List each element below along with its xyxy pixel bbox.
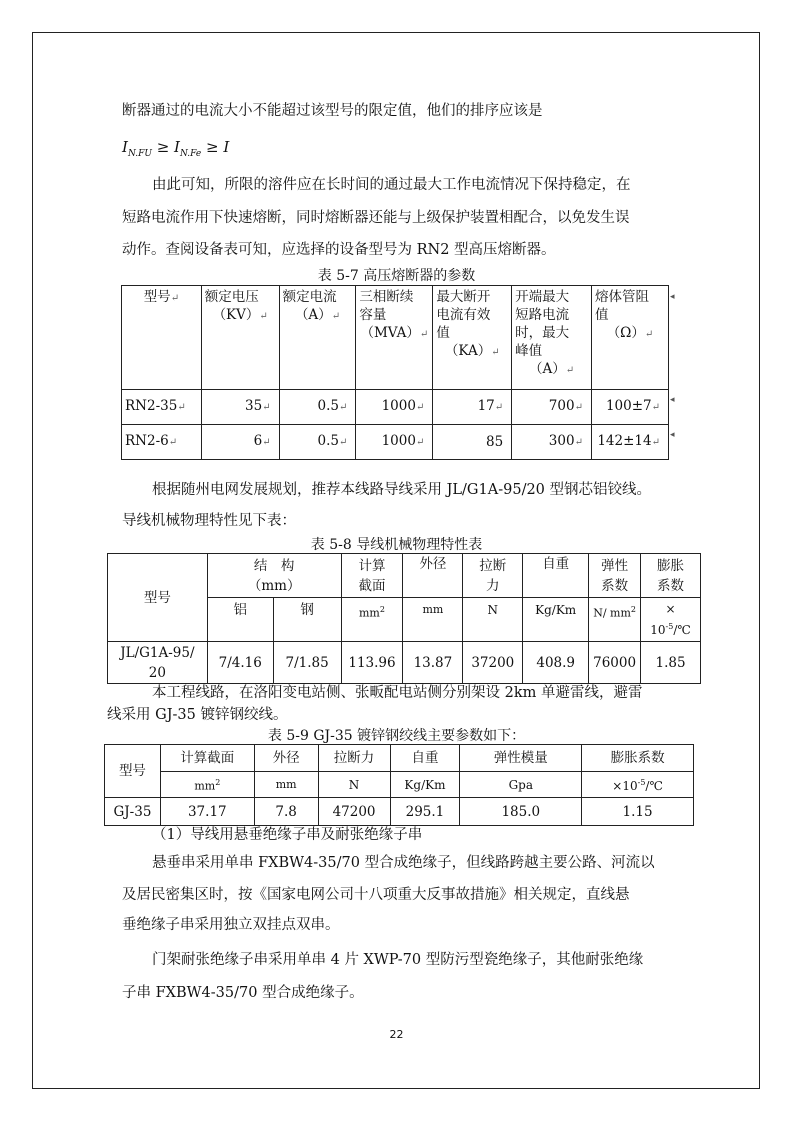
paragraph-4-line-2: 线采用 GJ-35 镀锌钢绞线。 [107, 707, 288, 723]
t3-cell: 7.8 [254, 798, 318, 826]
t2-cell: 113.96 [341, 642, 403, 684]
t2-header-elastic: 弹性 系数 [589, 554, 641, 598]
t3-header-weight: 自重 [390, 745, 460, 772]
t2-unit-tensile: N [463, 598, 523, 642]
t3-header-elastic: 弹性模量 [460, 745, 582, 772]
paragraph-6-line-1: 悬垂串采用单串 FXBW4-35/70 型合成绝缘子，但线路跨越主要公路、河流以 [152, 855, 655, 871]
table-row [122, 390, 669, 425]
paragraph-6-line-3: 垂绝缘子串采用独立双挂点双串。 [122, 917, 340, 933]
t1-cell: 0.5↵ [279, 390, 356, 425]
paragraph-7-line-2: 子串 FXBW4-35/70 型合成绝缘子。 [122, 985, 364, 1001]
t2-cell: 408.9 [523, 642, 589, 684]
paragraph-6-line-2: 及居民密集区时，按《国家电网公司十八项重大反事故措施》相关规定，直线悬 [122, 887, 630, 903]
table-5-7-caption: 表 5-7 高压熔断器的参数 [317, 268, 476, 284]
t1-cell: 35↵ [201, 390, 279, 425]
paragraph-4-line-1: 本工程线路，在洛阳变电站侧、张畈配电站侧分别架设 2km 单避雷线，避雷 [152, 685, 643, 701]
t3-header-tensile: 拉断力 [318, 745, 390, 772]
paragraph-3-line-2: 导线机械物理特性见下表： [122, 513, 296, 529]
table-5-9 [104, 744, 694, 826]
t3-unit-expansion: $\times 10^{-5}/℃$ [582, 772, 694, 798]
t2-header-diameter: 外径 [403, 554, 463, 598]
t1-cell: RN2-6↵ [122, 425, 202, 460]
t2-unit-area: $mm^2$ [341, 598, 403, 642]
t2-unit-steel: 钢 [273, 598, 341, 642]
t3-cell-model: GJ-35 [105, 798, 161, 826]
t2-cell: 37200 [463, 642, 523, 684]
row-end-mark: ◂ [670, 430, 675, 440]
table-5-9-caption: 表 5-9 GJ-35 镀锌钢绞线主要参数如下： [267, 728, 526, 744]
t1-header-peak-current: 开端最大 短路电流 时，最大 峰值 （A）↵ [512, 286, 592, 390]
table-row [105, 798, 694, 826]
row-end-mark: ◂ [670, 395, 675, 405]
t2-header-area: 计算 截面 [341, 554, 403, 598]
inequality-formula: $I_{N.FU} \ge I_{N.Fe} \ge I$ [122, 138, 230, 159]
t1-cell: 1000↵ [356, 425, 433, 460]
t2-unit-elastic: N/ $mm^2$ [589, 598, 641, 642]
t3-unit-weight: Kg/Km [390, 772, 460, 798]
paragraph-2-line-2: 短路电流作用下快速熔断，同时熔断器还能与上级保护装置相配合，以免发生误 [122, 210, 630, 226]
t2-cell-model: JL/G1A-95/ 20 [108, 642, 208, 684]
table-5-7 [121, 285, 669, 460]
t3-cell: 185.0 [460, 798, 582, 826]
t1-header-model: 型号↵ [122, 286, 202, 390]
t3-header-diameter: 外径 [254, 745, 318, 772]
t3-unit-area: $mm^2$ [160, 772, 254, 798]
paragraph-1: 断器通过的电流大小不能超过该型号的限定值，他们的排序应该是 [122, 103, 543, 119]
t3-unit-elastic: Gpa [460, 772, 582, 798]
t2-header-expansion: 膨胀 系数 [641, 554, 701, 598]
t1-cell: 1000↵ [356, 390, 433, 425]
t3-header-expansion: 膨胀系数 [582, 745, 694, 772]
table-5-8 [107, 553, 701, 684]
table-row [108, 642, 701, 684]
t3-cell: 37.17 [160, 798, 254, 826]
paragraph-5: （1）导线用悬垂绝缘子串及耐张绝缘子串 [152, 827, 423, 843]
t1-cell: 142±14↵ [591, 425, 668, 460]
t1-cell: RN2-35↵ [122, 390, 202, 425]
t3-cell: 1.15 [582, 798, 694, 826]
t2-unit-aluminum: 铝 [207, 598, 273, 642]
page-number: 22 [389, 1028, 404, 1041]
row-end-mark: ◂ [670, 292, 675, 302]
t1-cell: 6↵ [201, 425, 279, 460]
t1-cell: 300↵ [512, 425, 592, 460]
t2-header-tensile: 拉断 力 [463, 554, 523, 598]
t1-cell: 17↵ [433, 390, 512, 425]
t2-header-model: 型号 [108, 554, 208, 642]
t3-header-row [105, 745, 694, 772]
t2-cell: 76000 [589, 642, 641, 684]
t3-unit-diameter: mm [254, 772, 318, 798]
t2-cell: 1.85 [641, 642, 701, 684]
table-5-8-caption: 表 5-8 导线机械物理特性表 [310, 537, 483, 553]
t2-cell: 7/1.85 [273, 642, 341, 684]
t1-header-resistance: 熔体管阻 值 （Ω）↵ [591, 286, 668, 390]
t2-header-row-1 [108, 554, 701, 598]
table-5-7-header-row [122, 286, 669, 390]
t1-cell: 0.5↵ [279, 425, 356, 460]
paragraph-2-line-3: 动作。查阅设备表可知，应选择的设备型号为 RN2 型高压熔断器。 [122, 242, 556, 258]
paragraph-2-line-1: 由此可知，所限的溶件应在长时间的通过最大工作电流情况下保持稳定，在 [152, 177, 631, 193]
t3-cell: 47200 [318, 798, 390, 826]
t1-header-current: 额定电流 （A）↵ [279, 286, 356, 390]
t3-header-model: 型号 [105, 745, 161, 798]
table-row [122, 425, 669, 460]
t1-cell: 100±7↵ [591, 390, 668, 425]
t2-unit-expansion: × $10^{-5}/℃$ [641, 598, 701, 642]
paragraph-3-line-1: 根据随州电网发展规划，推荐本线路导线采用 JL/G1A-95/20 型钢芯铝铰线。 [152, 482, 652, 498]
t1-cell: 85 [433, 425, 512, 460]
t1-header-breaking-current: 最大断开 电流有效 值 （KA）↵ [433, 286, 512, 390]
t1-header-voltage: 额定电压 （KV）↵ [201, 286, 279, 390]
t2-cell: 13.87 [403, 642, 463, 684]
t3-unit-row [105, 772, 694, 798]
t2-header-structure: 结 构 （mm） [207, 554, 341, 598]
t1-cell: 700↵ [512, 390, 592, 425]
t3-unit-tensile: N [318, 772, 390, 798]
t2-cell: 7/4.16 [207, 642, 273, 684]
t3-cell: 295.1 [390, 798, 460, 826]
t2-unit-weight: Kg/Km [523, 598, 589, 642]
paragraph-7-line-1: 门架耐张绝缘子串采用单串 4 片 XWP-70 型防污型瓷绝缘子，其他耐张绝缘 [152, 952, 644, 968]
t3-header-area: 计算截面 [160, 745, 254, 772]
t1-header-capacity: 三相断续 容量 （MVA）↵ [356, 286, 433, 390]
t2-header-weight: 自重 [523, 554, 589, 598]
t2-unit-diameter: mm [403, 598, 463, 642]
